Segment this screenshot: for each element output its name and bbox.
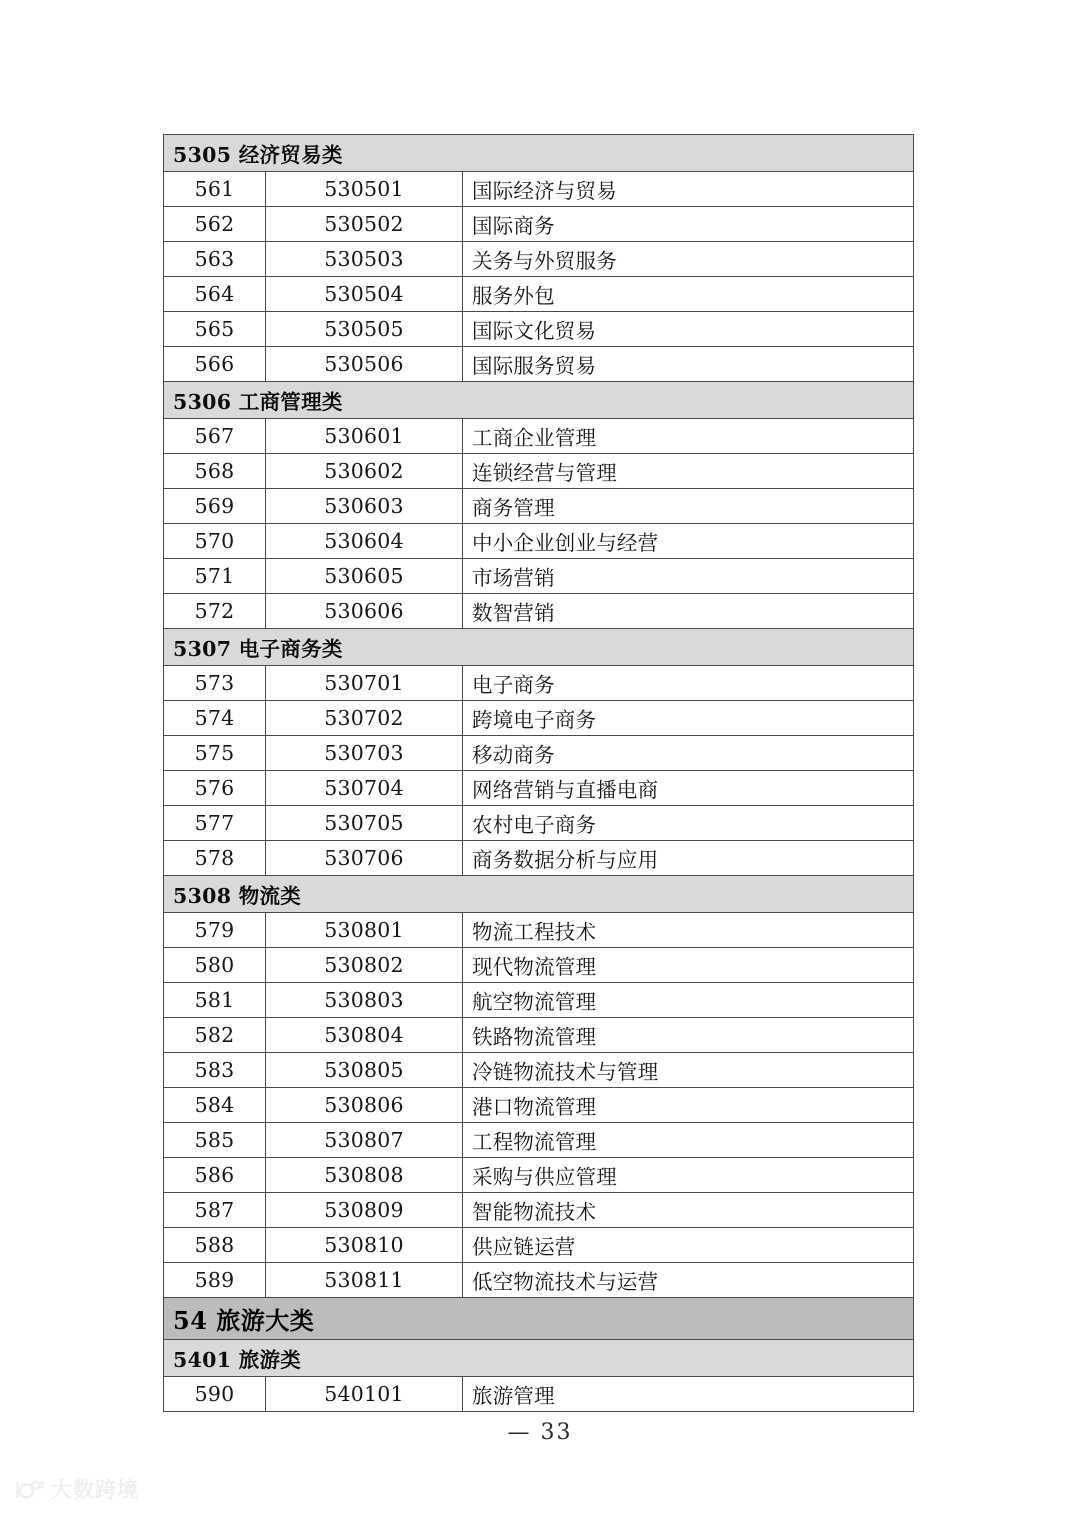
cell-major-code: 530811 xyxy=(266,1263,463,1298)
cell-major-code: 530809 xyxy=(266,1193,463,1228)
cell-major-code: 530504 xyxy=(266,277,463,312)
cell-sequence-number: 565 xyxy=(164,312,266,347)
table-row xyxy=(164,1158,914,1193)
cell-sequence-number: 587 xyxy=(164,1193,266,1228)
cell-sequence-number: 564 xyxy=(164,277,266,312)
table-row xyxy=(164,913,914,948)
cell-sequence-number: 590 xyxy=(164,1377,266,1412)
cell-major-name: 冷链物流技术与管理 xyxy=(463,1053,914,1088)
table-row xyxy=(164,1088,914,1123)
cell-sequence-number: 586 xyxy=(164,1158,266,1193)
cell-major-name: 商务管理 xyxy=(463,489,914,524)
table-row xyxy=(164,454,914,489)
cell-major-name: 国际文化贸易 xyxy=(463,312,914,347)
cell-major-name: 港口物流管理 xyxy=(463,1088,914,1123)
group-header-label: 5306 工商管理类 xyxy=(164,382,914,419)
cell-major-code: 530601 xyxy=(266,419,463,454)
table-row xyxy=(164,419,914,454)
cell-major-name: 服务外包 xyxy=(463,277,914,312)
table-row xyxy=(164,666,914,701)
cell-major-name: 国际商务 xyxy=(463,207,914,242)
cell-major-code: 530803 xyxy=(266,983,463,1018)
cell-major-code: 530503 xyxy=(266,242,463,277)
cell-major-code: 530603 xyxy=(266,489,463,524)
table-row xyxy=(164,841,914,876)
table-row xyxy=(164,594,914,629)
table-row xyxy=(164,736,914,771)
cell-sequence-number: 581 xyxy=(164,983,266,1018)
cell-major-name: 移动商务 xyxy=(463,736,914,771)
table-row xyxy=(164,1053,914,1088)
cell-major-name: 跨境电子商务 xyxy=(463,701,914,736)
table-row xyxy=(164,1263,914,1298)
cell-sequence-number: 579 xyxy=(164,913,266,948)
cell-major-code: 530810 xyxy=(266,1228,463,1263)
cell-major-name: 关务与外贸服务 xyxy=(463,242,914,277)
cell-sequence-number: 573 xyxy=(164,666,266,701)
group-header-label: 5305 经济贸易类 xyxy=(164,135,914,172)
page-number-footer: — 33 xyxy=(507,1420,573,1445)
cell-major-name: 中小企业创业与经营 xyxy=(463,524,914,559)
cell-sequence-number: 572 xyxy=(164,594,266,629)
cell-sequence-number: 571 xyxy=(164,559,266,594)
major-catalog-table xyxy=(163,134,914,1412)
cell-major-code: 530801 xyxy=(266,913,463,948)
group-header-row xyxy=(164,382,914,419)
cell-major-code: 530807 xyxy=(266,1123,463,1158)
cell-sequence-number: 567 xyxy=(164,419,266,454)
cell-major-code: 530806 xyxy=(266,1088,463,1123)
cell-sequence-number: 563 xyxy=(164,242,266,277)
cell-major-name: 国际服务贸易 xyxy=(463,347,914,382)
cell-major-name: 现代物流管理 xyxy=(463,948,914,983)
group-header-row xyxy=(164,1340,914,1377)
group-header-label: 5307 电子商务类 xyxy=(164,629,914,666)
cell-major-code: 530605 xyxy=(266,559,463,594)
cell-major-name: 国际经济与贸易 xyxy=(463,172,914,207)
cell-major-code: 530703 xyxy=(266,736,463,771)
table-row xyxy=(164,1228,914,1263)
table-row xyxy=(164,312,914,347)
cell-major-code: 530702 xyxy=(266,701,463,736)
cell-major-name: 电子商务 xyxy=(463,666,914,701)
cell-sequence-number: 588 xyxy=(164,1228,266,1263)
cell-sequence-number: 578 xyxy=(164,841,266,876)
cell-major-code: 530505 xyxy=(266,312,463,347)
cell-major-code: 530701 xyxy=(266,666,463,701)
cell-sequence-number: 580 xyxy=(164,948,266,983)
cell-major-name: 智能物流技术 xyxy=(463,1193,914,1228)
cell-major-code: 530802 xyxy=(266,948,463,983)
cell-sequence-number: 575 xyxy=(164,736,266,771)
cell-major-code: 530604 xyxy=(266,524,463,559)
table-row xyxy=(164,172,914,207)
cell-major-code: 530804 xyxy=(266,1018,463,1053)
table-row xyxy=(164,277,914,312)
cell-sequence-number: 585 xyxy=(164,1123,266,1158)
cell-major-name: 低空物流技术与运营 xyxy=(463,1263,914,1298)
cell-major-code: 530706 xyxy=(266,841,463,876)
cell-sequence-number: 569 xyxy=(164,489,266,524)
group-header-row xyxy=(164,135,914,172)
cell-major-code: 540101 xyxy=(266,1377,463,1412)
table-row xyxy=(164,242,914,277)
group-header-row xyxy=(164,629,914,666)
table-row xyxy=(164,559,914,594)
table-row xyxy=(164,771,914,806)
cell-major-code: 530602 xyxy=(266,454,463,489)
watermark xyxy=(14,1479,139,1501)
cell-major-name: 市场营销 xyxy=(463,559,914,594)
cell-major-code: 530501 xyxy=(266,172,463,207)
cell-sequence-number: 583 xyxy=(164,1053,266,1088)
cell-major-code: 530502 xyxy=(266,207,463,242)
cell-major-name: 商务数据分析与应用 xyxy=(463,841,914,876)
major-category-header-label: 54 旅游大类 xyxy=(164,1298,914,1340)
cell-major-code: 530506 xyxy=(266,347,463,382)
cell-major-code: 530805 xyxy=(266,1053,463,1088)
table-row xyxy=(164,347,914,382)
cell-major-name: 连锁经营与管理 xyxy=(463,454,914,489)
table-row xyxy=(164,524,914,559)
cell-sequence-number: 577 xyxy=(164,806,266,841)
cell-major-code: 530704 xyxy=(266,771,463,806)
major-category-header-row xyxy=(164,1298,914,1340)
cell-major-name: 采购与供应管理 xyxy=(463,1158,914,1193)
table-row xyxy=(164,948,914,983)
cell-major-name: 物流工程技术 xyxy=(463,913,914,948)
cell-sequence-number: 562 xyxy=(164,207,266,242)
cell-major-code: 530705 xyxy=(266,806,463,841)
table-row xyxy=(164,1018,914,1053)
cell-sequence-number: 576 xyxy=(164,771,266,806)
table-row xyxy=(164,1123,914,1158)
cell-major-name: 铁路物流管理 xyxy=(463,1018,914,1053)
cell-sequence-number: 574 xyxy=(164,701,266,736)
cell-sequence-number: 568 xyxy=(164,454,266,489)
table-body xyxy=(164,135,914,1412)
table-row xyxy=(164,1193,914,1228)
cell-sequence-number: 589 xyxy=(164,1263,266,1298)
watermark-label: 大数跨境 xyxy=(51,1477,139,1502)
table-row xyxy=(164,806,914,841)
cell-major-name: 旅游管理 xyxy=(463,1377,914,1412)
table-row xyxy=(164,489,914,524)
table-row xyxy=(164,983,914,1018)
cell-sequence-number: 566 xyxy=(164,347,266,382)
cell-major-code: 530606 xyxy=(266,594,463,629)
cell-major-name: 数智营销 xyxy=(463,594,914,629)
cell-major-name: 工程物流管理 xyxy=(463,1123,914,1158)
table-row xyxy=(164,701,914,736)
cell-sequence-number: 584 xyxy=(164,1088,266,1123)
table-row xyxy=(164,1377,914,1412)
cell-sequence-number: 582 xyxy=(164,1018,266,1053)
cell-sequence-number: 561 xyxy=(164,172,266,207)
cell-major-code: 530808 xyxy=(266,1158,463,1193)
group-header-label: 5308 物流类 xyxy=(164,876,914,913)
cell-major-name: 供应链运营 xyxy=(463,1228,914,1263)
cell-major-name: 工商企业管理 xyxy=(463,419,914,454)
cell-sequence-number: 570 xyxy=(164,524,266,559)
table-row xyxy=(164,207,914,242)
cell-major-name: 农村电子商务 xyxy=(463,806,914,841)
cell-major-name: 航空物流管理 xyxy=(463,983,914,1018)
circles-logo-icon xyxy=(14,1479,44,1501)
group-header-row xyxy=(164,876,914,913)
group-header-label: 5401 旅游类 xyxy=(164,1340,914,1377)
cell-major-name: 网络营销与直播电商 xyxy=(463,771,914,806)
